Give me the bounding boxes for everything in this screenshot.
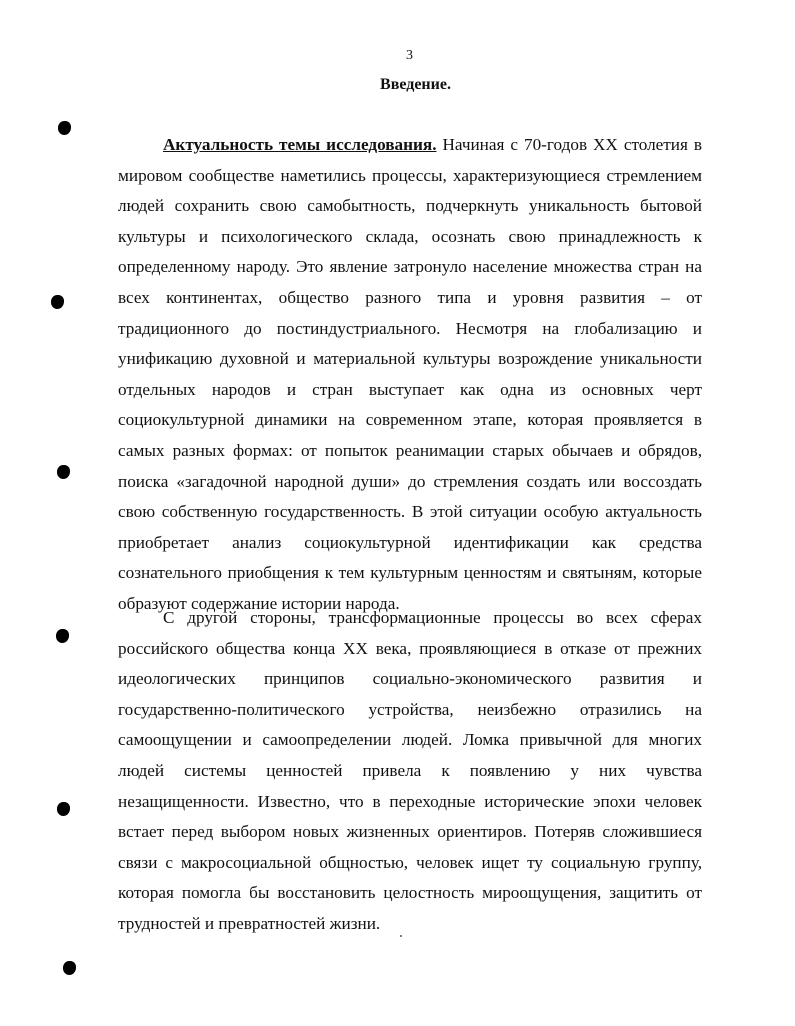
section-heading: Введение.: [380, 76, 451, 93]
paragraph-text: Начиная с 70-годов XX столетия в мировом сообществе наметились процессы, характеризующиеся стремлением людей сохранить свою самобытность, подчеркнуть уникальность бытовой культуры и психологического склада, осознать свою принадлежность к определенному народу. Это явление затронуло население множества стран на всех континентах, общество разного типа и уровня развития – от традиционного до постиндустриального. Несмотря на глобализацию и унификацию духовной и материальной культуры возрождение уникальности отдельных народов и стран выступает как одна из основных черт социокультурной динамики на современном этапе, которая проявляется в самых разных формах: от попыток реанимации старых обычаев и обрядов, поиска «загадочной народной души» до стремления создать или воссоздать свою собственную государственность. В этой ситуации особую актуальность приобретает анализ социокультурной идентификации как средства сознательного приобщения к тем культурным ценностям и святыням, которые образуют содержание истории народа.: [118, 135, 702, 613]
page-number: 3: [406, 48, 413, 63]
binder-hole-mark: [57, 465, 70, 479]
paragraph-text: С другой стороны, трансформационные процессы во всех сферах российского общества конца XX века, проявляющиеся в отказе от прежних идеологических принципов социально-экономического развития и государственно-политического устройства, неизбежно отразились на самоощущении и самоопределении людей. Ломка привычной для многих людей системы ценностей привела к появлению у них чувства незащищенности. Известно, что в переходные исторические эпохи человек встает перед выбором новых жизненных ориентиров. Потеряв сложившиеся связи с макросоциальной общностью, человек ищет ту социальную группу, которая помогла бы восстановить целостность мироощущения, защитить от трудностей и превратностей жизни.: [118, 608, 702, 933]
binder-hole-mark: [58, 121, 71, 135]
binder-hole-mark: [51, 295, 64, 309]
topic-label: Актуальность темы исследования.: [163, 135, 437, 154]
binder-hole-mark: [63, 961, 76, 975]
paragraph-relevance: [118, 130, 702, 620]
binder-hole-mark: [57, 802, 70, 816]
paragraph-transformation: [118, 603, 702, 940]
paragraph-body: [118, 603, 702, 940]
binder-hole-mark: [56, 629, 69, 643]
paragraph-body: [118, 130, 702, 620]
